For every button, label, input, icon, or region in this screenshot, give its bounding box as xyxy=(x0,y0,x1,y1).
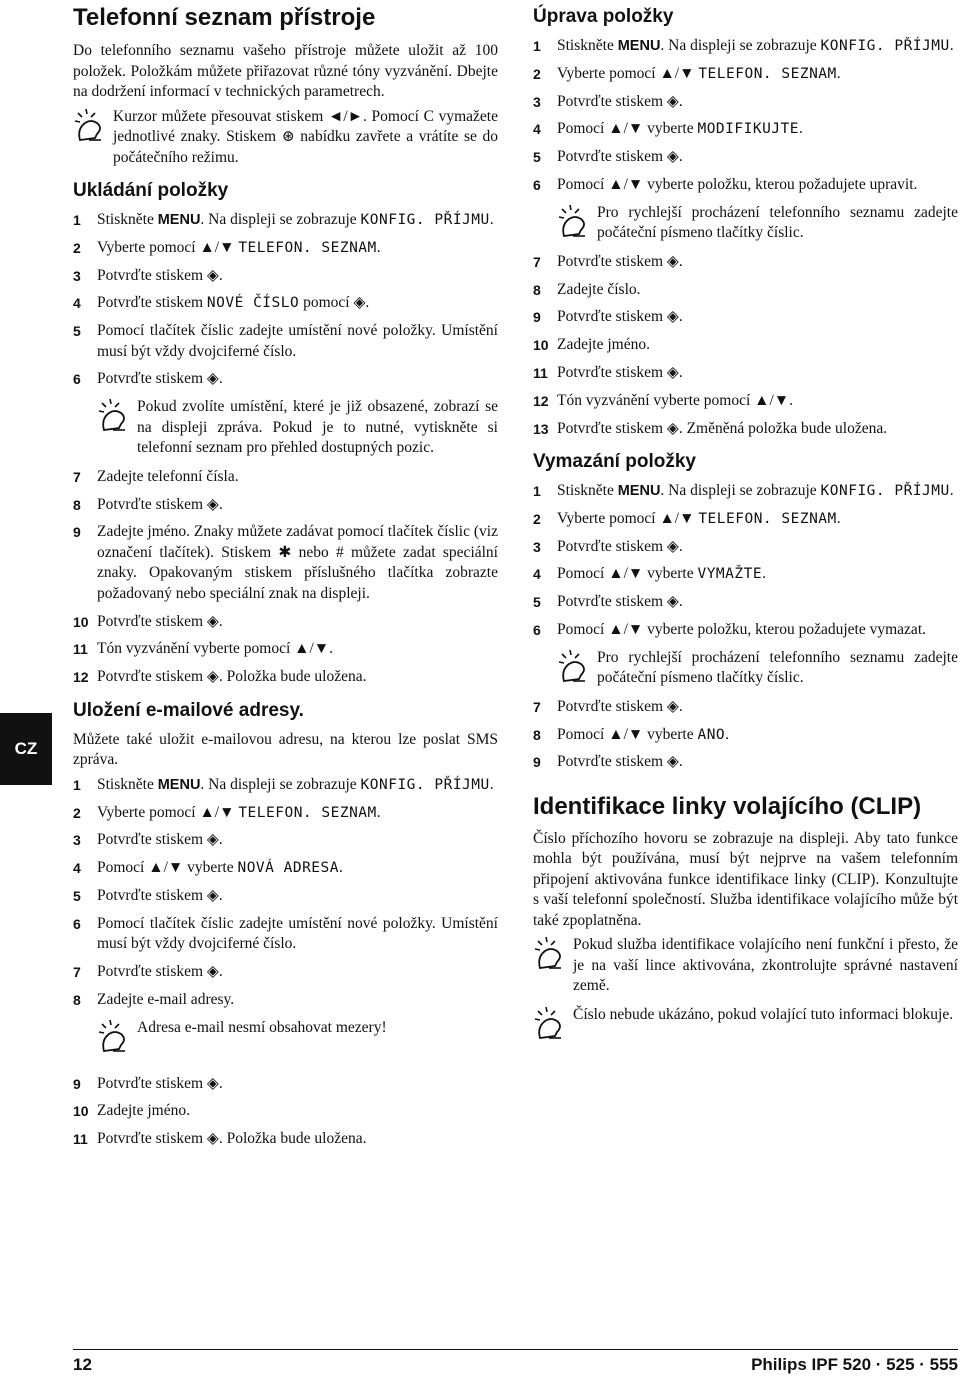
step-text: Potvrďte stiskem ◈. xyxy=(557,537,683,555)
step-number: 3 xyxy=(73,832,81,849)
step-text: . xyxy=(376,238,381,256)
step-text: Potvrďte stiskem ◈. xyxy=(557,697,683,715)
step xyxy=(73,210,498,231)
step-text: pomocí ◈. xyxy=(299,294,370,312)
section-intro: Můžete také uložit e-mailovou adresu, na kterou lze poslat SMS zpráva. xyxy=(73,730,498,769)
step xyxy=(533,36,958,57)
section-heading: Vymazání položky xyxy=(533,451,696,473)
section-title: Identifikace linky volajícího (CLIP) xyxy=(533,792,922,820)
tip-bulb-icon xyxy=(557,648,597,682)
step-number: 3 xyxy=(533,538,541,555)
step xyxy=(73,522,498,604)
step-text: Potvrďte stiskem xyxy=(97,294,207,312)
step-number: 3 xyxy=(73,267,81,284)
step xyxy=(533,537,958,558)
step xyxy=(73,369,498,390)
step-number: 6 xyxy=(533,176,541,193)
step xyxy=(73,667,498,688)
menu-key: MENU xyxy=(617,38,661,54)
step xyxy=(73,914,498,955)
step-text: . xyxy=(489,211,494,228)
step-text: Stiskněte xyxy=(557,37,618,54)
step-number: 7 xyxy=(73,468,81,485)
step xyxy=(73,886,498,907)
left-column xyxy=(73,4,498,1157)
step-number: 4 xyxy=(533,566,541,583)
display-text: KONFIG. PŘÍJMU xyxy=(820,483,950,500)
step-text: Pomocí tlačítek číslic zadejte umístění nové položky. Umístění musí být vždy dvojciferné číslo. xyxy=(97,322,498,360)
step xyxy=(73,612,498,633)
step-number: 11 xyxy=(73,1131,88,1148)
step-number: 9 xyxy=(533,309,541,326)
display-text: MODIFIKUJTE xyxy=(697,121,799,138)
step-text: Tón vyzvánění vyberte pomocí ▲/▼. xyxy=(97,640,333,658)
step xyxy=(73,858,498,879)
tip-bulb-icon xyxy=(97,1018,137,1052)
step-text: . xyxy=(376,803,381,821)
tip xyxy=(97,397,498,459)
step xyxy=(533,307,958,328)
tip-bulb-icon xyxy=(97,397,137,431)
step xyxy=(533,175,958,196)
step-text: Potvrďte stiskem ◈. xyxy=(97,886,223,904)
step xyxy=(73,266,498,287)
step xyxy=(73,1129,498,1150)
step-number: 8 xyxy=(533,281,541,298)
display-text: TELEFON. SEZNAM xyxy=(698,65,837,82)
step-number: 1 xyxy=(533,483,541,500)
step xyxy=(533,252,958,273)
step xyxy=(73,238,498,259)
step-number: 2 xyxy=(533,65,541,82)
right-column xyxy=(533,4,958,1047)
section-heading: Úprava položky xyxy=(533,6,674,27)
step xyxy=(533,119,958,140)
step-text: . xyxy=(725,725,730,743)
display-text: KONFIG. PŘÍJMU xyxy=(820,38,950,54)
step-number: 3 xyxy=(533,93,541,110)
step-text: Potvrďte stiskem ◈. xyxy=(97,266,223,284)
step xyxy=(533,391,958,412)
step-number: 8 xyxy=(73,496,81,513)
tip-text: Kurzor můžete přesouvat stiskem ◄/►. Pomocí C vymažete jednotlivé znaky. Stiskem ⊛ nabídku zavřete a vrátíte se do počátečního režimu. xyxy=(113,107,498,166)
step-number: 10 xyxy=(533,337,549,354)
tip-bulb-icon xyxy=(533,935,573,969)
step-text: Zadejte jméno. xyxy=(97,1102,190,1120)
menu-key: MENU xyxy=(157,776,201,793)
step-number: 13 xyxy=(533,420,549,437)
step xyxy=(533,481,958,502)
step-number: 7 xyxy=(533,698,541,715)
section-heading: Uložení e-mailové adresy. xyxy=(73,699,304,721)
step-number: 9 xyxy=(73,524,81,541)
display-text: NOVÁ ADRESA xyxy=(237,860,339,877)
step-text: Vyberte pomocí ▲/▼ xyxy=(97,238,239,256)
page-title: Telefonní seznam přístroje xyxy=(73,4,376,31)
step-text: Potvrďte stiskem ◈. xyxy=(97,612,223,630)
step xyxy=(73,830,498,851)
section-intro: Číslo příchozího hovoru se zobrazuje na displeji. Aby tato funkce mohla být používána, musí být nejprve na vašem telefonním připojení aktivována funkce identifikace linky (CLIP). Konzultujte s vaší telefonní společností. Služba identifikace volajícího může být také zpoplatněna. xyxy=(533,829,958,929)
display-text: ANO xyxy=(697,726,726,743)
step-text: Potvrďte stiskem ◈. xyxy=(557,92,683,110)
step xyxy=(73,990,498,1011)
step xyxy=(533,697,958,718)
step-text: Zadejte telefonní čísla. xyxy=(97,467,239,485)
step xyxy=(533,620,958,641)
step-text: Potvrďte stiskem ◈. xyxy=(557,148,683,166)
step-number: 1 xyxy=(73,776,81,793)
step-text: Potvrďte stiskem ◈. xyxy=(557,308,683,326)
step-text: Tón vyzvánění vyberte pomocí ▲/▼. xyxy=(557,391,793,409)
language-tab: CZ xyxy=(0,713,52,785)
step-text: Potvrďte stiskem ◈. xyxy=(557,363,683,381)
tip-bulb-icon xyxy=(533,1005,573,1039)
step xyxy=(533,363,958,384)
step-number: 7 xyxy=(73,964,81,981)
step-text: . Na displeji se zobrazuje xyxy=(660,482,821,500)
tip xyxy=(97,1018,498,1052)
step-text: Zadejte číslo. xyxy=(557,280,641,298)
tip-text: Číslo nebude ukázáno, pokud volající tuto informaci blokuje. xyxy=(573,1005,954,1023)
step-text: . xyxy=(949,37,954,54)
step xyxy=(73,321,498,362)
step-number: 8 xyxy=(533,726,541,743)
step-number: 1 xyxy=(73,212,81,228)
page-number: 12 xyxy=(73,1355,92,1374)
step-text: Potvrďte stiskem ◈. xyxy=(97,1074,223,1092)
step-text: . Na displeji se zobrazuje xyxy=(200,775,361,793)
step-text: . xyxy=(762,565,766,583)
step-number: 2 xyxy=(73,804,81,821)
step-number: 9 xyxy=(73,1075,81,1092)
step-text: Potvrďte stiskem ◈. xyxy=(97,963,223,981)
step xyxy=(533,64,958,85)
step-text: Pomocí ▲/▼ vyberte xyxy=(557,725,698,743)
step-text: . xyxy=(836,64,841,82)
step-text: . Na displeji se zobrazuje xyxy=(200,211,361,228)
display-text: TELEFON. SEZNAM xyxy=(238,239,377,256)
step-text: . xyxy=(489,775,494,793)
step-text: . xyxy=(836,509,841,527)
step-text: . Na displeji se zobrazuje xyxy=(660,37,821,54)
tip-text: Pro rychlejší procházení telefonního seznamu zadejte počáteční písmeno tlačítky číslic. xyxy=(597,203,958,242)
step-number: 6 xyxy=(73,371,81,388)
footer-divider xyxy=(73,1349,958,1350)
step-number: 9 xyxy=(533,754,541,771)
menu-key: MENU xyxy=(157,212,201,228)
step-text: Potvrďte stiskem ◈. xyxy=(557,593,683,611)
step-number: 5 xyxy=(73,323,81,340)
tip-bulb-icon xyxy=(73,107,113,141)
step-number: 11 xyxy=(533,364,548,381)
step-number: 2 xyxy=(533,510,541,527)
step-number: 5 xyxy=(73,887,81,904)
step-text: Stiskněte xyxy=(97,211,158,228)
step-text: Zadejte jméno. Znaky můžete zadávat pomocí tlačítek číslic (viz označení tlačítek). Stiskem ✱ nebo # můžete zadat speciální znaky. Opakovaným stiskem příslušného tlačítka zobrazte požadovaný nebo speciální znak na displeji. xyxy=(97,523,498,602)
step-text: Pomocí ▲/▼ vyberte položku, kterou požadujete upravit. xyxy=(557,175,918,193)
step-text: . xyxy=(339,859,343,877)
step-text: Stiskněte xyxy=(97,775,158,793)
step-number: 4 xyxy=(73,860,81,877)
tip-bulb-icon xyxy=(557,203,597,237)
step xyxy=(533,280,958,301)
step-text: Pomocí tlačítek číslic zadejte umístění nové položky. Umístění musí být vždy dvojciferné číslo. xyxy=(97,914,498,953)
tip xyxy=(557,648,958,689)
step-number: 5 xyxy=(533,594,541,611)
step-text: . xyxy=(799,120,803,138)
step xyxy=(533,147,958,168)
step-number: 12 xyxy=(533,392,549,409)
tip-text: Pokud zvolíte umístění, které je již obsazené, zobrazí se na displeji zpráva. Pokud je to nutné, vytiskněte si telefonní seznam pro přehled dostupných pozic. xyxy=(137,398,498,457)
step xyxy=(73,803,498,824)
step-text: Pomocí ▲/▼ vyberte xyxy=(97,859,238,877)
step xyxy=(73,775,498,796)
display-text: KONFIG. PŘÍJMU xyxy=(360,776,490,793)
step xyxy=(533,419,958,440)
step xyxy=(73,467,498,488)
step xyxy=(533,92,958,113)
display-text: VYMAŽTE xyxy=(697,566,763,583)
step-text: Stiskněte xyxy=(557,482,618,500)
step xyxy=(73,962,498,983)
step-text: . xyxy=(949,482,954,500)
tip xyxy=(533,935,958,997)
step xyxy=(533,509,958,530)
step-number: 11 xyxy=(73,641,88,658)
step-text: Zadejte e-mail adresy. xyxy=(97,990,235,1008)
step xyxy=(73,1074,498,1095)
display-text: NOVÉ ČÍSLO xyxy=(206,295,300,312)
step-text: Pomocí ▲/▼ vyberte položku, kterou požadujete vymazat. xyxy=(557,621,926,639)
tip-text: Adresa e-mail nesmí obsahovat mezery! xyxy=(137,1018,387,1036)
step xyxy=(533,335,958,356)
step-text: Potvrďte stiskem ◈. xyxy=(557,252,683,270)
step-text: Potvrďte stiskem ◈. xyxy=(97,370,223,388)
tip-text: Pokud služba identifikace volajícího není funkční i přesto, že je na vaší lince aktivována, zkontrolujte správné nastavení země. xyxy=(573,936,958,995)
display-text: TELEFON. SEZNAM xyxy=(238,804,377,821)
step-number: 12 xyxy=(73,669,89,686)
step-text: Zadejte jméno. xyxy=(557,336,650,354)
step xyxy=(533,725,958,746)
section-heading: Ukládání položky xyxy=(73,180,229,201)
step xyxy=(73,495,498,516)
step xyxy=(73,639,498,660)
tip xyxy=(533,1005,958,1039)
step-text: Pomocí ▲/▼ vyberte xyxy=(557,120,698,138)
step xyxy=(73,1101,498,1122)
step-text: Vyberte pomocí ▲/▼ xyxy=(97,803,239,821)
menu-key: MENU xyxy=(617,483,661,500)
product-name: Philips IPF 520 · 525 · 555 xyxy=(751,1355,958,1374)
step xyxy=(533,564,958,585)
step xyxy=(533,592,958,613)
step xyxy=(73,293,498,314)
step-number: 5 xyxy=(533,149,541,166)
tip xyxy=(73,107,498,169)
step-text: Potvrďte stiskem ◈. xyxy=(97,831,223,849)
step-number: 10 xyxy=(73,613,89,630)
step-text: Potvrďte stiskem ◈. Položka bude uložena. xyxy=(97,1130,367,1148)
step-number: 6 xyxy=(73,915,81,932)
step-text: Potvrďte stiskem ◈. xyxy=(97,495,223,513)
step-number: 10 xyxy=(73,1103,89,1120)
intro-paragraph: Do telefonního seznamu vašeho přístroje můžete uložit až 100 položek. Položkám můžete přiřazovat různé tóny vyzvánění. Dbejte na dodržení informací v technických parametrech. xyxy=(73,42,498,100)
step-number: 1 xyxy=(533,38,541,54)
step-text: Pomocí ▲/▼ vyberte xyxy=(557,565,698,583)
tip xyxy=(557,203,958,244)
step-number: 4 xyxy=(73,295,81,312)
step-text: Potvrďte stiskem ◈. Položka bude uložena. xyxy=(97,668,367,686)
tip-text: Pro rychlejší procházení telefonního seznamu zadejte počáteční písmeno tlačítky číslic. xyxy=(597,648,958,687)
step-text: Vyberte pomocí ▲/▼ xyxy=(557,509,699,527)
display-text: TELEFON. SEZNAM xyxy=(698,510,837,527)
step-number: 8 xyxy=(73,991,81,1008)
step-number: 4 xyxy=(533,121,541,138)
step-text: Vyberte pomocí ▲/▼ xyxy=(557,64,699,82)
display-text: KONFIG. PŘÍJMU xyxy=(360,212,490,228)
step-number: 7 xyxy=(533,253,541,270)
step-number: 2 xyxy=(73,239,81,256)
step-text: Potvrďte stiskem ◈. Změněná položka bude uložena. xyxy=(557,419,888,437)
step xyxy=(533,752,958,773)
step-number: 6 xyxy=(533,622,541,639)
step-text: Potvrďte stiskem ◈. xyxy=(557,753,683,771)
